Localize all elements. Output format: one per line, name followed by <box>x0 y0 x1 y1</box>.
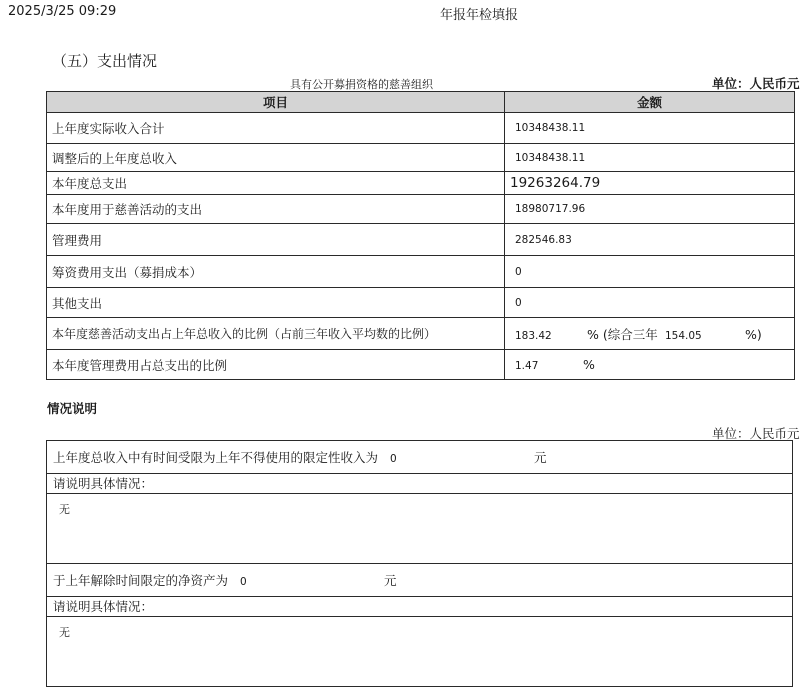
row-label: 调整后的上年度总收入 <box>47 144 505 172</box>
ratio-pct-close: %) <box>745 326 762 342</box>
print-datetime: 2025/3/25 09:29 <box>8 4 117 19</box>
restricted-income-label: 上年度总收入中有时间受限为上年不得使用的限定性收入为 <box>53 450 379 465</box>
row-value: 0 <box>505 256 795 288</box>
mgmt-ratio-label: 本年度管理费用占总支出的比例 <box>47 350 505 380</box>
table-row <box>47 224 795 256</box>
mgmt-ratio-value: 1.47 <box>515 360 539 372</box>
table-row <box>47 144 795 172</box>
row-label: 筹资费用支出（募捐成本） <box>47 256 505 288</box>
released-assets-box <box>46 563 793 687</box>
row-value: 10348438.11 <box>505 113 795 144</box>
restricted-explain-label: 请说明具体情况： <box>53 476 154 491</box>
mgmt-ratio-row <box>47 350 795 380</box>
row-label: 本年度总支出 <box>47 172 505 195</box>
released-assets-label: 于上年解除时间限定的净资产为 <box>53 573 229 588</box>
ratio-row <box>47 318 795 350</box>
org-caption: 具有公开募捐资格的慈善组织 <box>290 78 433 91</box>
table-row <box>47 172 795 195</box>
ratio-value-cell <box>505 318 795 350</box>
restricted-income-box <box>46 440 793 564</box>
ratio-label: 本年度慈善活动支出占上年总收入的比例（占前三年收入平均数的比例） <box>47 318 505 350</box>
row-value: 0 <box>505 288 795 318</box>
released-explain-text: 无 <box>59 626 70 639</box>
row-label: 本年度用于慈善活动的支出 <box>47 195 505 224</box>
released-assets-row <box>47 564 792 597</box>
row-value: 19263264.79 <box>505 172 795 195</box>
row-value: 10348438.11 <box>505 144 795 172</box>
notes-title: 情况说明 <box>47 401 98 416</box>
restricted-explain-text: 无 <box>59 503 70 516</box>
three-year-ratio-value: 154.05 <box>665 329 702 342</box>
released-explain-label-row <box>47 597 792 617</box>
expenditure-table <box>46 91 795 380</box>
row-label: 其他支出 <box>47 288 505 318</box>
column-header-amount: 金额 <box>505 92 795 113</box>
row-value: 18980717.96 <box>505 195 795 224</box>
mgmt-ratio-pct: % <box>583 357 595 372</box>
released-explain-label: 请说明具体情况： <box>53 599 154 614</box>
notes-unit-label: 单位：人民币元 <box>712 426 800 441</box>
restricted-income-value: 0 <box>390 453 397 465</box>
unit-label: 单位：人民币元 <box>712 76 800 91</box>
table-header-row <box>47 92 795 113</box>
table-row <box>47 288 795 318</box>
mgmt-ratio-value-cell <box>505 350 795 380</box>
released-assets-unit: 元 <box>383 573 397 588</box>
restricted-explain-label-row <box>47 474 792 494</box>
row-value: 282546.83 <box>505 224 795 256</box>
document-title: 年报年检填报 <box>440 8 519 23</box>
table-row <box>47 195 795 224</box>
ratio-pct-combined: % (综合三年 <box>587 326 658 342</box>
table-row <box>47 256 795 288</box>
restricted-income-row <box>47 441 792 474</box>
row-label: 上年度实际收入合计 <box>47 113 505 144</box>
ratio-value: 183.42 <box>515 329 552 342</box>
table-row <box>47 113 795 144</box>
column-header-item: 项目 <box>47 92 505 113</box>
restricted-income-unit: 元 <box>533 450 547 465</box>
released-assets-value: 0 <box>240 576 247 588</box>
row-label: 管理费用 <box>47 224 505 256</box>
section-title: （五）支出情况 <box>52 52 158 70</box>
